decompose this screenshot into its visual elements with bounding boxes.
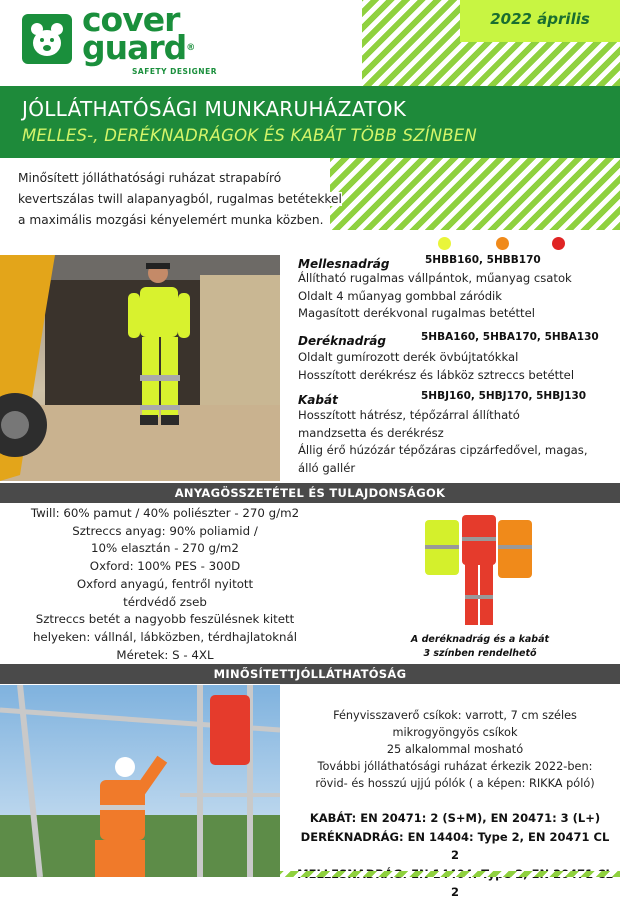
footer-stripes [280,871,620,877]
brand-name-line2: guard® [82,28,195,67]
cert-line: mikrogyöngyös csíkok [392,726,518,739]
cert-line: rövid- és hosszú ujjú pólók ( a képen: RIKKA póló) [315,777,595,790]
material-line: Oxford anyagú, fentről nyitott [76,576,254,591]
caption-line: A deréknadrág és a kabát [410,634,550,645]
feature-line: Hosszított derékrész és lábköz sztreccs betéttel [298,367,575,382]
brand-name-line1: cover [82,0,180,39]
material-line: Sztreccs betét a nagyobb feszülésnek kitett [35,612,295,627]
feature-line: Oldalt gumírozott derék övbújtatókkal [298,350,519,364]
color-orange-swatch [496,237,509,250]
materials-list [0,505,330,664]
feature-line: Állig érő húzózár tépőzáras cipzárfedővel, magas, [298,443,588,457]
issue-date: 2022 április [490,10,590,28]
material-line: 10% elasztán - 270 g/m2 [91,541,239,556]
cert-line: 25 alkalommal mosható [386,743,524,756]
material-line: Twill: 60% pamut / 40% poliészter - 270 g/m2 [30,506,300,520]
product-codes-trousers: 5HBA160, 5HBA170, 5HBA130 [421,331,599,343]
color-red-swatch [552,237,565,250]
feature-line: Oldalt 4 műanyag gombbal záródik [298,288,502,303]
garments-photo [420,505,540,630]
product-codes-bib: 5HBB160, 5HBB170 [425,254,541,266]
bib-features [298,270,572,323]
feature-line: Magasított derékvonal rugalmas betéttel [298,306,535,320]
intro-line: a maximális mozgási kényelemért munka közben. [18,213,324,227]
feature-line: Állítható rugalmas vállpántok, műanyag csatok [298,271,572,285]
garments-caption [395,633,565,661]
product-title-jacket: Kabát [298,393,338,407]
material-line: Oxford: 100% PES - 300D [89,559,241,574]
section-bar-certification: MINŐSÍTETTJÓLLÁTHATÓSÁG [0,664,620,684]
cert-line: Fényvisszaverő csíkok: varrott, 7 cm széles [333,709,577,722]
coverguard-logo [22,0,232,78]
feature-line: Hosszított hátrész, tépőzárral állítható [298,408,520,422]
product-codes-jacket: 5HBJ160, 5HBJ170, 5HBJ130 [421,390,587,402]
section-bar-materials: ANYAGÖSSZETÉTEL ÉS TULAJDONSÁGOK [0,483,620,503]
material-line: Sztreccs anyag: 90% poliamid / [72,523,258,538]
worker-bib-photo [0,255,280,481]
standard-line: 2 [450,885,459,899]
brand-tagline: SAFETY DESIGNER [132,67,217,76]
material-line: helyeken: vállnál, lábközben, térdhajlatoknál [32,629,298,644]
product-title-trousers: Deréknadrág [298,334,386,348]
cert-line: További jólláthatósági ruházat érkezik 2022-ben: [317,760,593,773]
intro-line: Minősített jólláthatósági ruházat strapabíró [18,171,282,185]
intro-text [18,168,348,231]
jacket-features [298,407,588,477]
caption-line: 3 színben rendelhető [423,648,537,659]
material-line: térdvédő zseb [123,594,207,609]
color-yellow-swatch [438,237,451,250]
bear-logo-icon [22,14,72,64]
decor-stripes [330,158,620,230]
trousers-features [298,349,574,384]
standards-list [295,809,615,902]
brand-wordmark [82,0,195,67]
material-line: Méretek: S - 4XL [116,647,214,662]
intro-line: kevertszálas twill alapanyagból, rugalmas betétekkel [18,192,342,206]
certification-features [295,707,615,792]
feature-line: álló gallér [298,460,356,475]
standard-line: DERÉKNADRÁG: EN 14404: Type 2, EN 20471 CL 2 [300,829,610,862]
title-banner [0,86,620,158]
page-subtitle: MELLES-, DERÉKNADRÁGOK ÉS KABÁT TÖBB SZÍNBEN [22,126,477,145]
product-title-bib: Mellesnadrág [298,257,390,271]
feature-line: mandzsetta és derékrész [298,425,444,440]
page-title: JÓLLÁTHATÓSÁGI MUNKARUHÁZATOK [22,97,407,121]
workers-scaffold-photo [0,685,280,877]
standard-line: KABÁT: EN 20471: 2 (S+M), EN 20471: 3 (L+) [309,811,601,825]
